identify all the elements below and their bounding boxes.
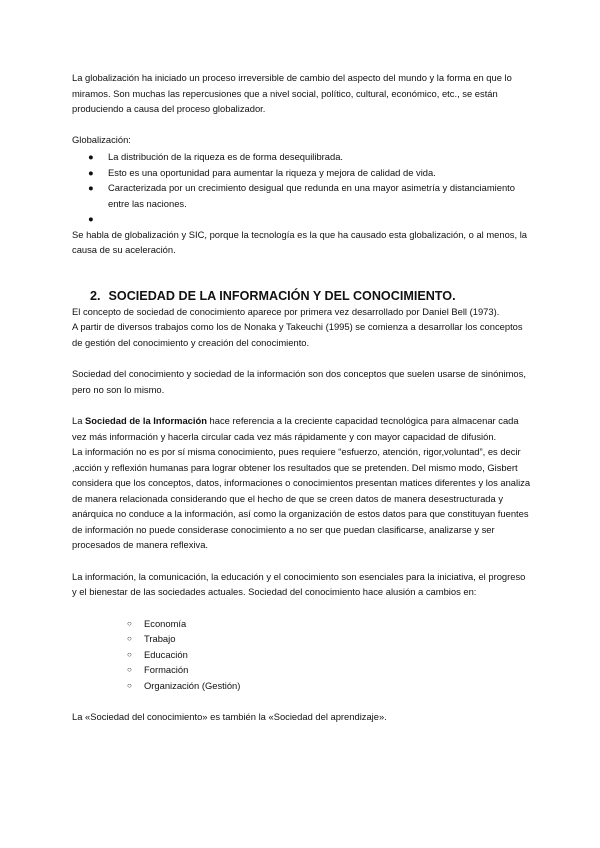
list-item-text: La distribución de la riqueza es de forma desequilibrada. xyxy=(108,151,344,162)
list-item-text: Caracterizada por un crecimiento desigual que redunda en una mayor asimetría y distanciamiento entre las naciones. xyxy=(108,182,515,209)
list-item-text: Formación xyxy=(144,664,189,675)
paragraph-aprendizaje: La «Sociedad del conocimiento» es también la «Sociedad del aprendizaje». xyxy=(72,711,387,722)
bullet-icon: ● xyxy=(88,151,94,162)
cambios-list xyxy=(72,616,532,694)
list-item-text: Organización (Gestión) xyxy=(144,679,241,691)
globalizacion-bullet-list xyxy=(72,149,532,227)
intro-paragraph: La globalización ha iniciado un proceso irreversible de cambio del aspecto del mundo y la forma en que lo miramos. Son muchas las repercusiones que a nivel social, político, cultural, económico, etc., se están produciendo a causa del proceso globalizador. xyxy=(72,72,512,114)
paragraph-sinonimos: Sociedad del conocimiento y sociedad de la información son dos conceptos que suelen usarse de sinónimos, pero no son lo mismo. xyxy=(72,368,526,395)
list-item xyxy=(72,647,532,663)
paragraph-cambios: La información, la comunicación, la educación y el conocimiento son esenciales para la iniciativa, el progreso y el bienestar de las sociedades actuales. Sociedad del conocimiento hace alusión a cambios en: xyxy=(72,570,526,597)
list-item xyxy=(72,211,532,227)
document-page xyxy=(72,70,532,725)
paragraph-sociedad-informacion xyxy=(72,413,532,444)
list-item-text: Educación xyxy=(144,648,188,660)
bullet-icon: ● xyxy=(88,213,94,224)
bullet-icon: ● xyxy=(88,182,94,193)
circle-bullet-icon: ○ xyxy=(127,680,132,690)
list-item xyxy=(72,678,532,694)
text-rest: hace referencia a la creciente capacidad tecnológica para almacenar cada vez más información y hacerla circular cada vez más rápidamente y con mayor capacidad de difusión. xyxy=(72,415,519,442)
paragraph-gisbert: La información no es por sí misma conocimiento, pues requiere “esfuerzo, atención, rigor,voluntad”, es decir ,acción y reflexión humanas para lograr obtener los resultados que se pretenden. Del mismo modo, Gisbert considera que los conceptos, datos, informaciones o conocimientos presentan matices diferentes y los analiza de manera relacionada considerando que el hecho de que se creen datos de manera desestructurada y anárquica no conduce a la información, así como la organización de estos datos para que constituyan fuentes de información no puede considerase conocimiento a no ser que puedan clasificarse, analizarse y ser procesados de manera reflexiva. xyxy=(72,446,531,550)
section-title: SOCIEDAD DE LA INFORMACIÓN Y DEL CONOCIMIENTO. xyxy=(108,288,456,303)
list-item xyxy=(72,180,532,211)
list-item-text: Economía xyxy=(144,617,187,629)
bold-term: Sociedad de la Información xyxy=(85,415,207,426)
globalizacion-label: Globalización: xyxy=(72,133,131,145)
circle-bullet-icon: ○ xyxy=(127,634,132,643)
circle-bullet-icon: ○ xyxy=(127,618,132,628)
list-item-text: Esto es una oportunidad para aumentar la riqueza y mejora de calidad de vida. xyxy=(108,166,436,178)
text-prefix: La xyxy=(72,415,86,426)
bullet-icon: ● xyxy=(88,166,94,178)
circle-bullet-icon: ○ xyxy=(127,649,132,659)
section-number: 2. xyxy=(90,288,101,303)
list-item xyxy=(72,662,532,678)
list-item xyxy=(72,631,532,647)
list-item xyxy=(72,616,532,632)
circle-bullet-icon: ○ xyxy=(127,665,132,674)
section-heading xyxy=(72,288,532,304)
list-item xyxy=(72,165,532,181)
paragraph-bell: El concepto de sociedad de conocimiento aparece por primera vez desarrollado por Daniel Bell (1973). xyxy=(72,305,500,317)
list-item-text: Trabajo xyxy=(144,633,176,644)
paragraph-nonaka: A partir de diversos trabajos como los de Nonaka y Takeuchi (1995) se comienza a desarrollar los conceptos de gestión del conocimiento y creación del conocimiento. xyxy=(72,321,523,348)
sic-paragraph: Se habla de globalización y SIC, porque la tecnología es la que ha causado esta globalización, o al menos, la causa de su aceleración. xyxy=(72,228,527,255)
list-item xyxy=(72,149,532,165)
